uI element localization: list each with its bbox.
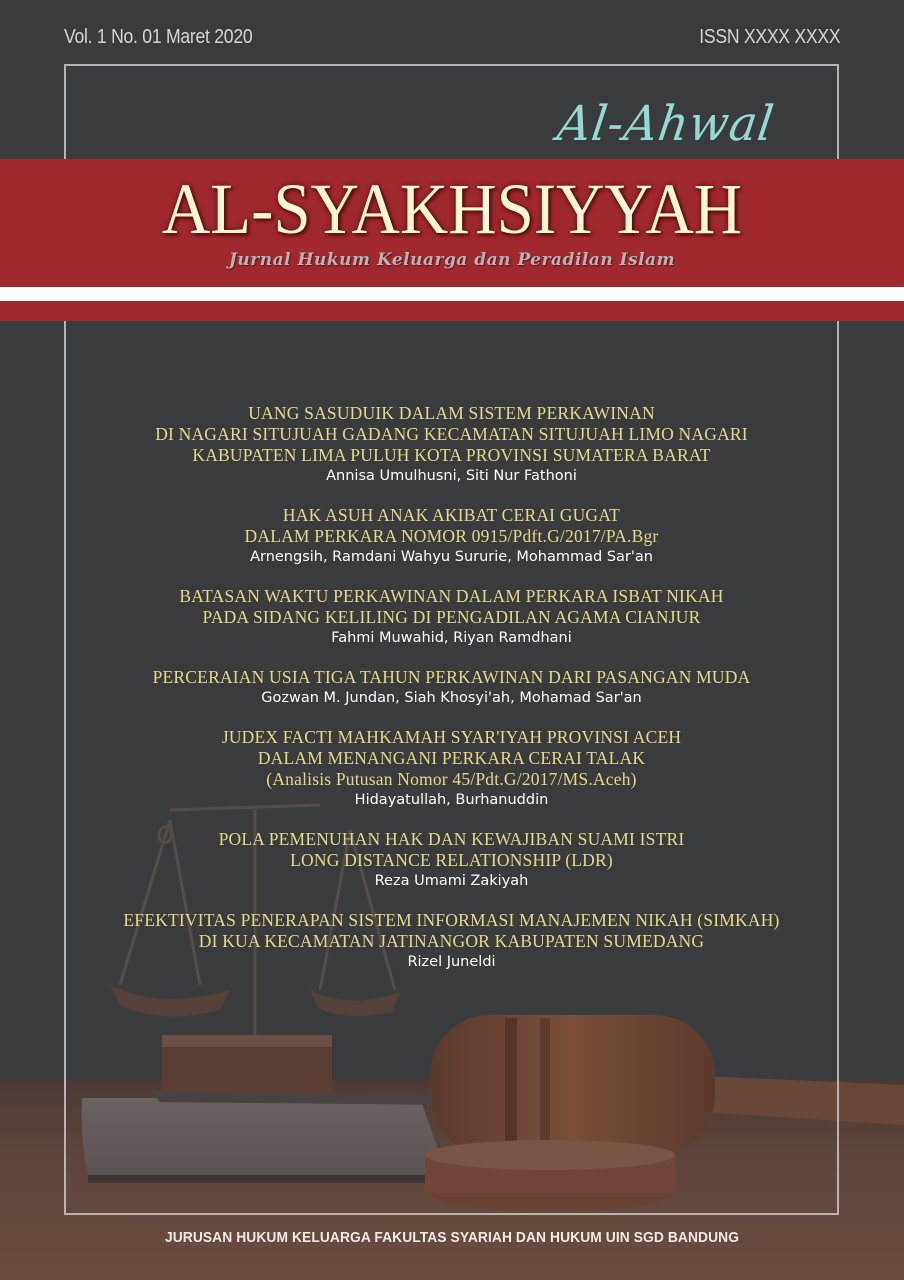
article-title: (Analisis Putusan Nomor 45/Pdt.G/2017/MS.Aceh) xyxy=(266,769,637,789)
article-title: LONG DISTANCE RELATIONSHIP (LDR) xyxy=(290,850,613,870)
article-entry xyxy=(64,667,839,709)
article-title: BATASAN WAKTU PERKAWINAN DALAM PERKARA ISBAT NIKAH xyxy=(179,586,724,606)
masthead-lower-red-stripe xyxy=(0,301,904,321)
article-title: DALAM PERKARA NOMOR 0915/Pdft.G/2017/PA.Bgr xyxy=(244,526,659,546)
article-authors: Hidayatullah, Burhanuddin xyxy=(354,792,549,808)
article-title: DI NAGARI SITUJUAH GADANG KECAMATAN SITUJUAH LIMO NAGARI xyxy=(155,424,748,444)
article-entry xyxy=(64,586,839,649)
article-entry xyxy=(64,403,839,487)
issn-number: ISSN XXXX XXXX xyxy=(698,26,840,48)
publisher-footer: JURUSAN HUKUM KELUARGA FAKULTAS SYARIAH DAN HUKUM UIN SGD BANDUNG xyxy=(164,1229,740,1246)
article-title: DI KUA KECAMATAN JATINANGOR KABUPATEN SUMEDANG xyxy=(198,931,705,951)
article-title: HAK ASUH ANAK AKIBAT CERAI GUGAT xyxy=(282,505,621,525)
article-title: EFEKTIVITAS PENERAPAN SISTEM INFORMASI MANAJEMEN NIKAH (SIMKAH) xyxy=(123,910,780,930)
table-of-contents xyxy=(64,403,839,991)
article-title: PERCERAIAN USIA TIGA TAHUN PERKAWINAN DARI PASANGAN MUDA xyxy=(152,667,751,687)
journal-main-title: AL-SYAKHSIYYAH xyxy=(161,169,743,249)
article-entry xyxy=(64,505,839,568)
article-title: KABUPATEN LIMA PULUH KOTA PROVINSI SUMATERA BARAT xyxy=(192,445,711,465)
article-title: DALAM MENANGANI PERKARA CERAI TALAK xyxy=(257,748,646,768)
article-authors: Rizel Juneldi xyxy=(407,954,496,970)
article-title: JUDEX FACTI MAHKAMAH SYAR'IYAH PROVINSI ACEH xyxy=(221,727,682,747)
article-authors: Gozwan M. Jundan, Siah Khosyi'ah, Mohamad Sar'an xyxy=(261,690,642,706)
journal-script-title: Al-Ahwal xyxy=(554,94,778,152)
article-authors: Reza Umami Zakiyah xyxy=(374,873,529,889)
article-entry xyxy=(64,910,839,973)
article-title: POLA PEMENUHAN HAK DAN KEWAJIBAN SUAMI ISTRI xyxy=(218,829,685,849)
article-title: UANG SASUDUIK DALAM SISTEM PERKAWINAN xyxy=(248,403,655,423)
masthead-white-stripe xyxy=(0,287,904,301)
article-authors: Arnengsih, Ramdani Wahyu Sururie, Mohammad Sar'an xyxy=(250,549,653,565)
article-authors: Annisa Umulhusni, Siti Nur Fathoni xyxy=(326,468,577,484)
article-title: PADA SIDANG KELILING DI PENGADILAN AGAMA CIANJUR xyxy=(202,607,701,627)
article-entry xyxy=(64,829,839,892)
article-entry xyxy=(64,727,839,811)
article-authors: Fahmi Muwahid, Riyan Ramdhani xyxy=(331,630,572,646)
volume-info: Vol. 1 No. 01 Maret 2020 xyxy=(64,26,253,48)
journal-subtitle: Jurnal Hukum Keluarga dan Peradilan Islam xyxy=(228,250,676,270)
